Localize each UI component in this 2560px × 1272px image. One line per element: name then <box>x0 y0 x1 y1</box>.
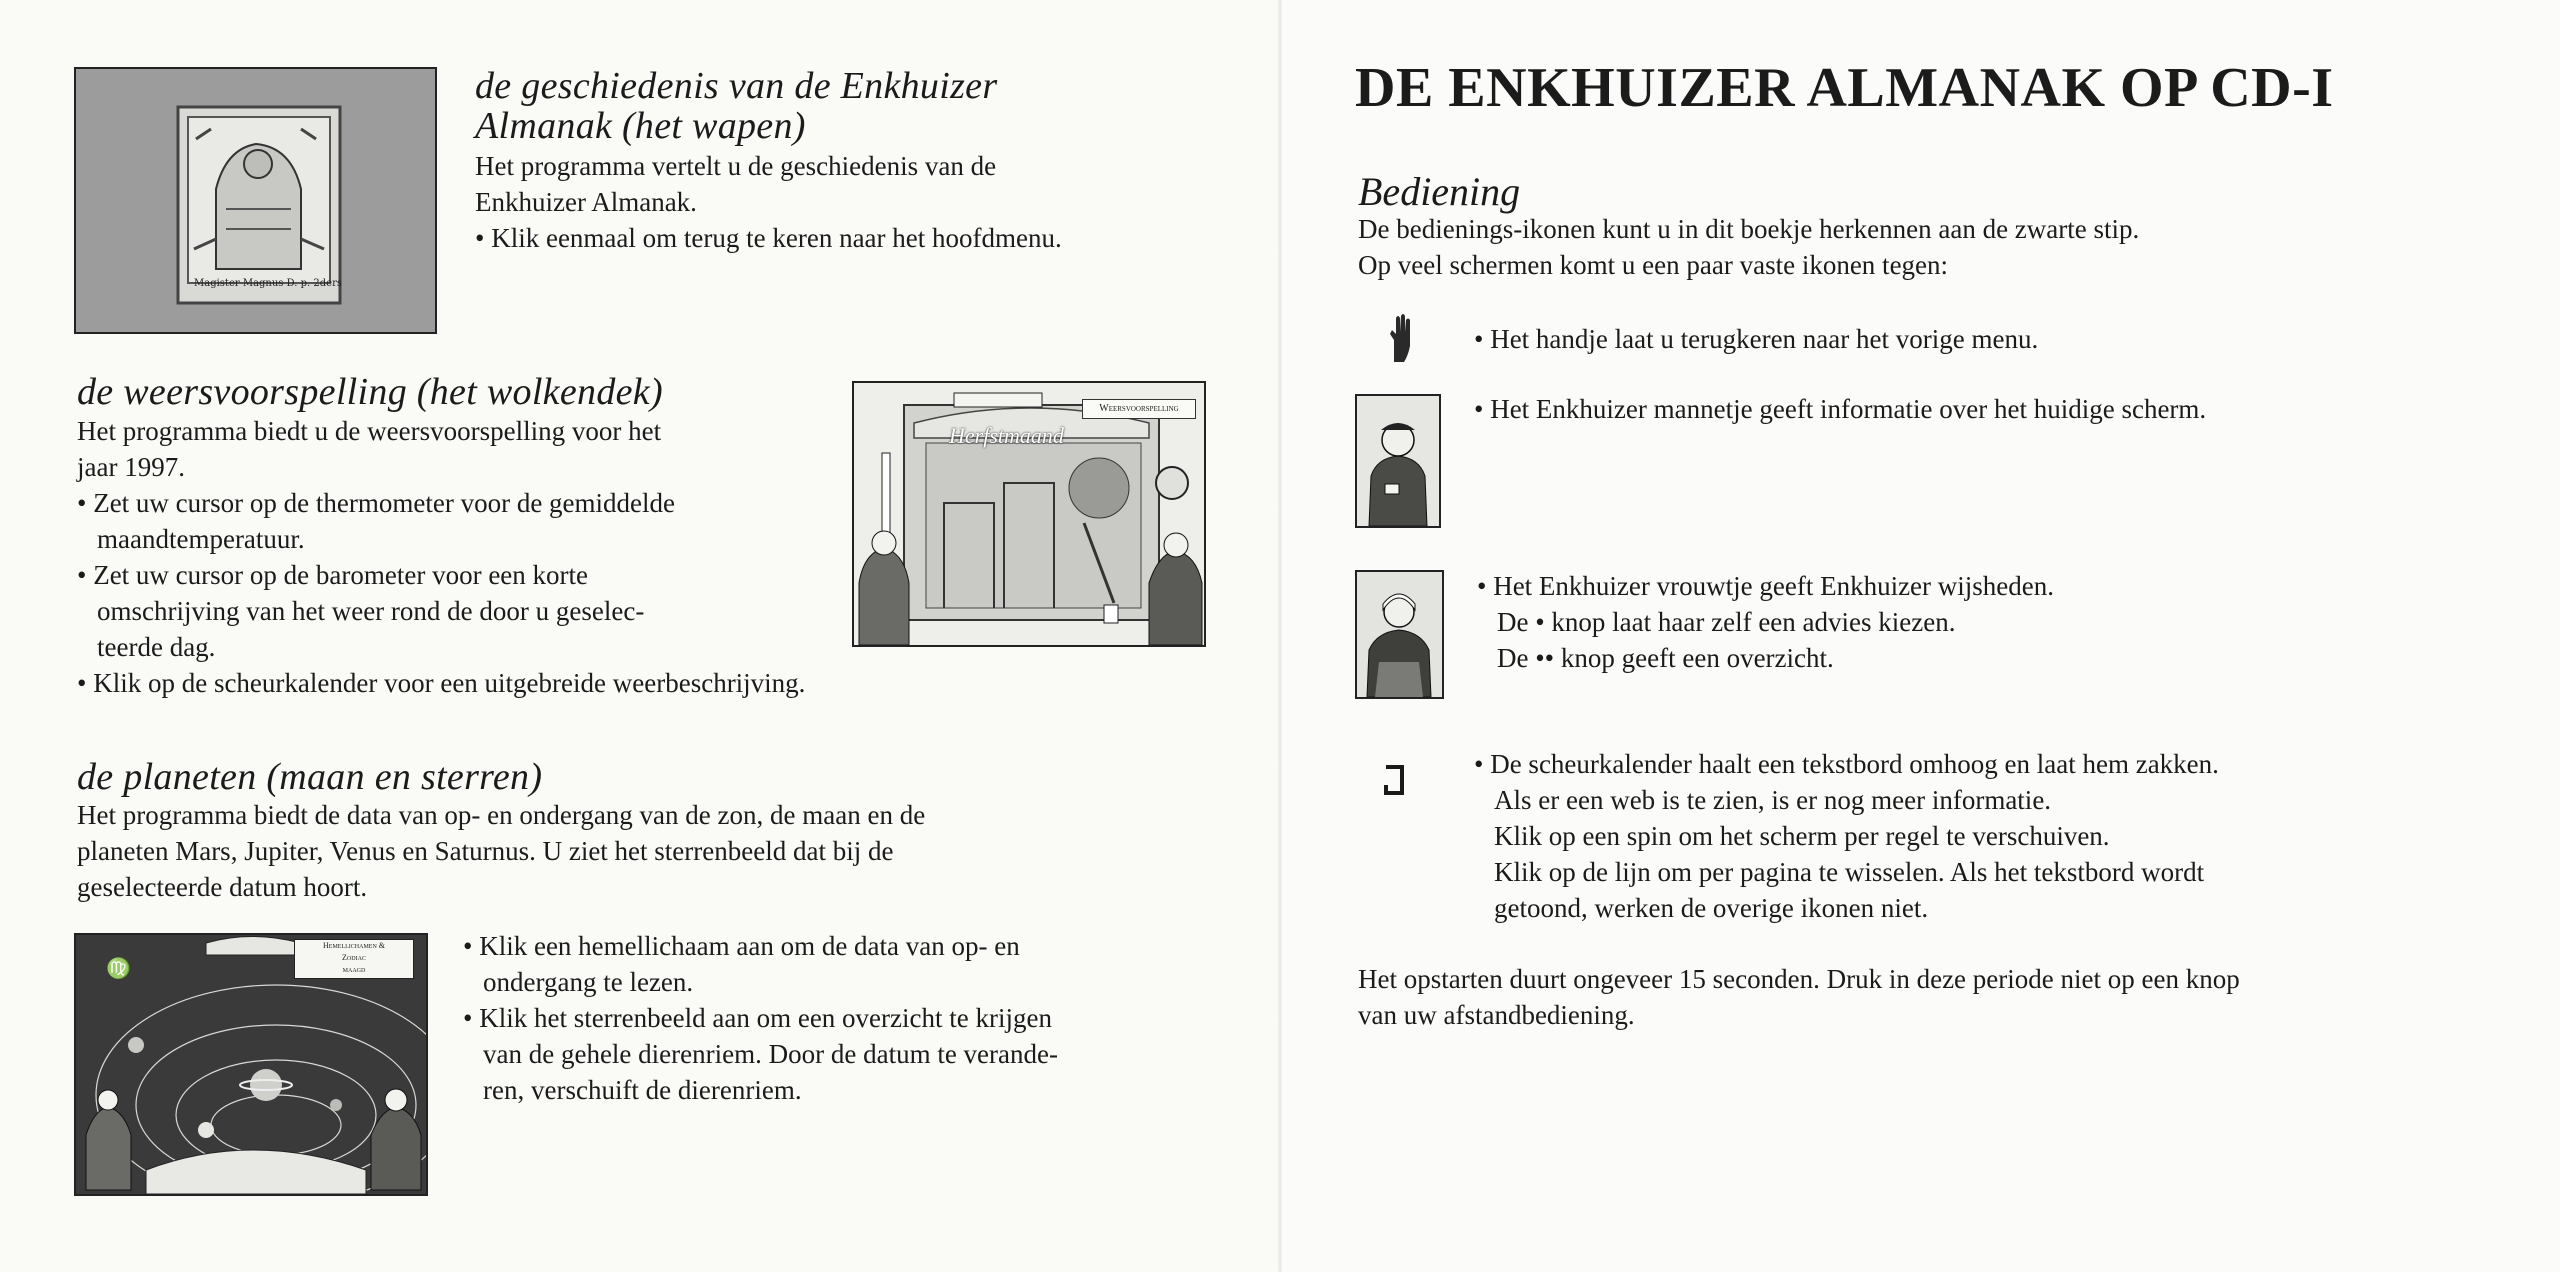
section-text-history: Het programma vertelt u de geschiedenis van de Enkhuizer Almanak. • Klik eenmaal om terug te keren naar het hoofdmenu. <box>475 151 1062 253</box>
enkhuizer-man-icon <box>1355 394 1441 528</box>
man-icon-description: • Het Enkhuizer mannetje geeft informatie over het huidige scherm. <box>1474 394 2207 424</box>
weather-screen-image <box>852 381 1206 647</box>
controls-intro: De bedienings-ikonen kunt u in dit boekje herkennen aan de zwarte stip. Op veel schermen komt u een paar vaste ikonen tegen: <box>1358 214 2140 280</box>
calendar-icon-description: • De scheurkalender haalt een tekstbord omhoog en laat hem zakken. Als er een web is te zien, is er nog meer informatie. Klik op een spin om het scherm per regel te verschuiven. Klik op de lijn om per pagina te wisselen. Als het tekstbord wordt getoond, werken de overige ikonen niet. <box>1474 749 2219 923</box>
coat-of-arms-caption: Magister Magnus D. p. 2ders <box>194 278 342 289</box>
section-text-weather: Het programma biedt u de weersvoorspelling voor het jaar 1997. • Zet uw cursor op de thermometer voor de gemiddelde maandtemperatuur. • Zet uw cursor op de barometer voor een korte omschrijving van het weer rond de door u geselec- teerde dag. • Klik op de scheurkalender voor een uitgebreide weerbeschrijving. <box>77 416 806 698</box>
almanac-coat-of-arms-image <box>74 67 437 334</box>
planets-banner: Hemellichamen & Zodiac maagd <box>294 939 414 979</box>
section-text-planets: Het programma biedt de data van op- en ondergang van de zon, de maan en de planeten Mars, Jupiter, Venus en Saturnus. U ziet het sterrenbeeld dat bij de geselecteerde datum hoort. <box>77 800 926 902</box>
weather-month-label: Herfstmaand <box>949 423 1064 448</box>
tear-calendar-icon <box>1382 763 1406 797</box>
page-title: DE ENKHUIZER ALMANAK OP CD-I <box>1355 57 2334 119</box>
hand-icon <box>1386 312 1414 364</box>
enkhuizer-woman-icon <box>1355 570 1444 699</box>
startup-note: Het opstarten duurt ongeveer 15 seconden. Druk in deze periode niet op een knop van uw afstandbediening. <box>1358 964 2240 1030</box>
svg-text:♍: ♍ <box>106 956 131 980</box>
weather-banner: Weersvoorspelling <box>1082 399 1196 419</box>
planets-screen-image <box>74 933 428 1196</box>
section-heading-history: de geschiedenis van de Enkhuizer Almanak (het wapen) <box>475 65 998 147</box>
section-bullets-planets: • Klik een hemellichaam aan om de data van op- en ondergang te lezen. • Klik het sterrenbeeld aan om een overzicht te krijgen van de gehele dierenriem. Door de datum te verande- ren, verschuift de dierenriem. <box>463 931 1058 1105</box>
section-heading-weather: de weersvoorspelling (het wolkendek) <box>77 371 663 413</box>
section-heading-controls: Bediening <box>1358 169 1521 214</box>
hand-icon-description: • Het handje laat u terugkeren naar het vorige menu. <box>1474 324 2039 354</box>
woman-icon-description: • Het Enkhuizer vrouwtje geeft Enkhuizer wijsheden. De • knop laat haar zelf een advies kiezen. De •• knop geeft een overzicht. <box>1477 571 2055 673</box>
section-heading-planets: de planeten (maan en sterren) <box>77 756 543 798</box>
page-fold <box>1278 0 1282 1272</box>
